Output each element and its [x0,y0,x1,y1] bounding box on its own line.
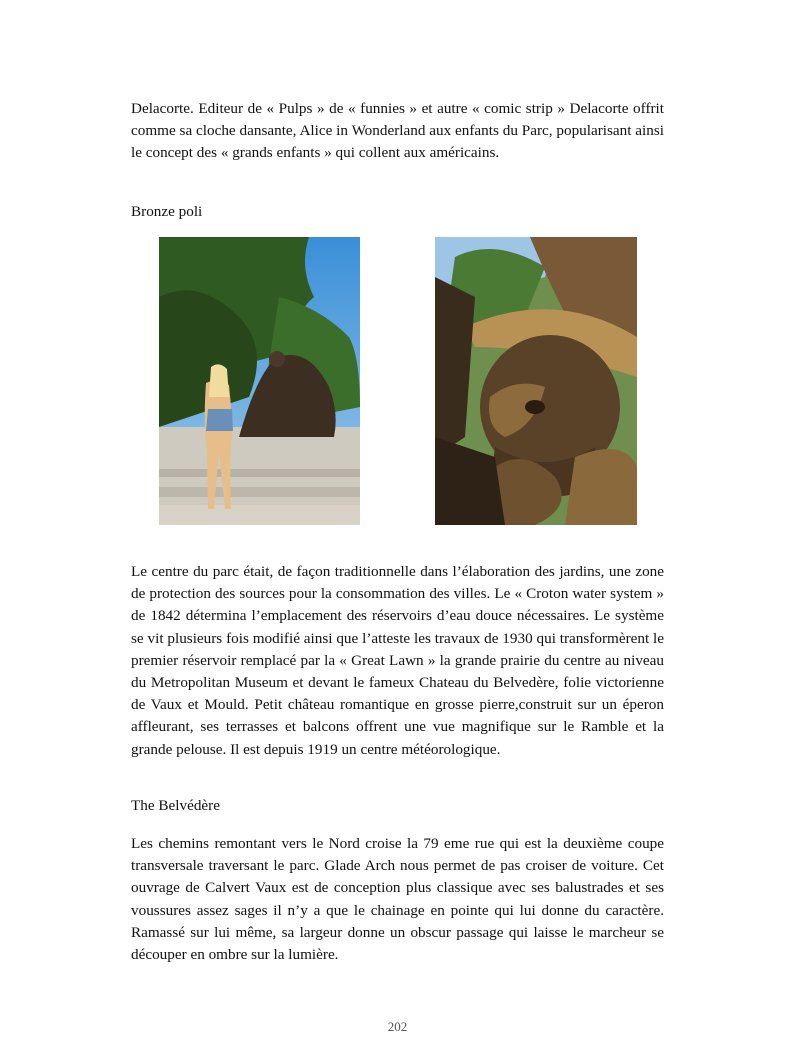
photo-mad-hatter-bronze [435,237,637,525]
heading-bronze-poli: Bronze poli [131,203,203,220]
park-center-paragraph: Le centre du parc était, de façon traditionnelle dans l’élaboration des jardins, une zone de protection des sources pour la consommation des villes. Le « Croton water system » de 1842 détermina l’emplacement des réservoirs d’eau douce nécessaires. Le système se vit plusieurs fois modifié ainsi que l’atteste les travaux de 1930 qui transformèrent le premier réservoir remplacé par la « Great Lawn » la grande prairie du centre au niveau du Metropolitan Museum et devant le fameux Chateau du Belvedère, folie victorienne de Vaux et Mould. Petit château romantique en grosse pierre,construit sur un éperon affleurant, ses terrasses et balcons offrent une vue magnifique sur le Ramble et la grande pelouse. Il est depuis 1919 un centre météorologique. [131,563,664,758]
intro-paragraph: Delacorte. Editeur de « Pulps » de « funnies » et autre « comic strip » Delacorte offrit comme sa cloche dansante, Alice in Wonderland aux enfants du Parc, popularisant ainsi le concept des « grands enfants » qui collent aux américains. [131,100,664,162]
paths-paragraph: Les chemins remontant vers le Nord croise la 79 eme rue qui est la deuxième coupe transversale traversant le parc. Glade Arch nous permet de pas croiser de voiture. Cet ouvrage de Calvert Vaux est de conception plus classique avec ses balustrades et ses voussures assez sages il n’y a que le chainage en pointe qui lui donne du caractère. Ramassé sur lui même, sa largeur donne un obscur passage qui laisse le marcheur se découper en ombre sur la lumière. [131,835,664,964]
page-number: 202 [387,1019,408,1034]
heading-the-belvedere: The Belvédère [131,797,220,814]
photo-alice-statue-with-visitor [159,237,360,525]
